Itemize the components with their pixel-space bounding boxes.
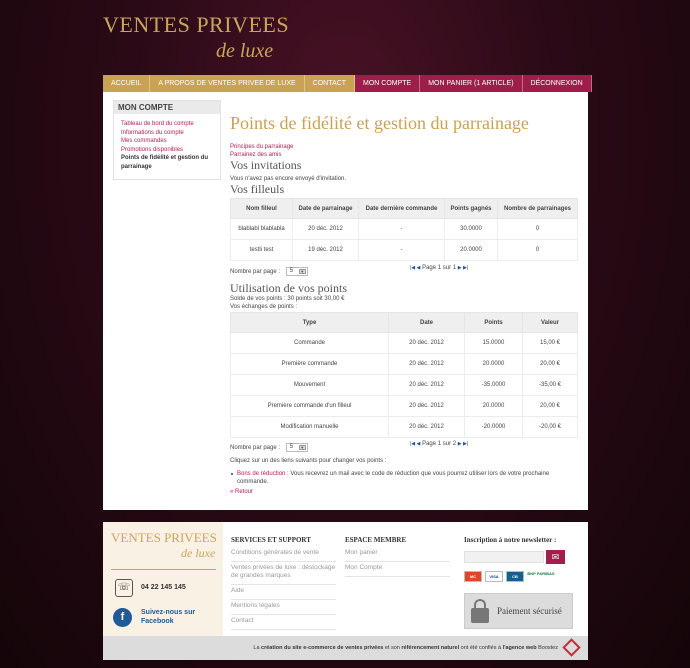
cell: 20 déc. 2012 bbox=[389, 396, 465, 417]
col-header: Nom filleul bbox=[231, 199, 293, 219]
cell: 20 déc. 2012 bbox=[389, 375, 465, 396]
secure-payment-badge bbox=[464, 593, 573, 629]
cell: -20.0000 bbox=[465, 417, 523, 438]
credit-link-creation[interactable]: création du site e-commerce de ventes privées bbox=[261, 645, 384, 651]
nav-deconnexion[interactable]: DÉCONNEXION bbox=[523, 75, 592, 92]
footer-services-title: SERVICES ET SUPPORT bbox=[231, 536, 311, 544]
cell: Modification manuelle bbox=[231, 417, 389, 438]
cell: 0 bbox=[498, 240, 578, 261]
footer-link-panier[interactable]: Mon panier bbox=[345, 547, 450, 562]
filleuls-title: Vos filleuls bbox=[230, 182, 285, 196]
mastercard-icon: MC bbox=[464, 571, 482, 582]
newsletter-label: Inscription à notre newsletter : bbox=[464, 536, 557, 544]
cell: 20.0000 bbox=[445, 240, 498, 261]
visa-icon: VISA bbox=[485, 571, 503, 582]
col-header: Type bbox=[231, 313, 389, 333]
footer-services bbox=[231, 536, 336, 630]
cell: 20.0000 bbox=[465, 354, 523, 375]
cell: - bbox=[359, 240, 445, 261]
cell: Commande bbox=[231, 333, 389, 354]
boostez-logo-icon[interactable] bbox=[562, 638, 580, 656]
footer-link-compte[interactable]: Mon Compte bbox=[345, 562, 450, 577]
nav-accueil[interactable]: ACCUEIL bbox=[103, 75, 150, 92]
chevron-down-icon: ▼ bbox=[300, 269, 305, 274]
nav-mon-compte[interactable]: MON COMPTE bbox=[355, 75, 420, 92]
page-title: Points de fidélité et gestion du parrainage bbox=[230, 113, 529, 133]
cell: 15,00 € bbox=[523, 333, 578, 354]
newsletter-email-input[interactable] bbox=[464, 551, 544, 563]
footer-member-title: ESPACE MEMBRE bbox=[345, 536, 407, 544]
retour-link[interactable]: « Retour bbox=[230, 489, 254, 495]
col-header: Date bbox=[389, 313, 465, 333]
table-row bbox=[231, 396, 578, 417]
footer bbox=[103, 522, 588, 660]
nav-mon-panier[interactable]: MON PANIER (1 ARTICLE) bbox=[420, 75, 522, 92]
per-page-label: Nombre par page : bbox=[230, 445, 281, 452]
cb-icon: CB bbox=[506, 571, 524, 582]
main-panel bbox=[103, 92, 588, 510]
cell: 30.0000 bbox=[445, 219, 498, 240]
footer-member bbox=[345, 536, 450, 577]
page-indicator: Page 1 sur 2 bbox=[422, 441, 457, 447]
cell: 15.0000 bbox=[465, 333, 523, 354]
link-parrainez[interactable]: Parrainez des amis bbox=[230, 152, 282, 158]
phone-icon: ☏ bbox=[115, 579, 133, 597]
nav-contact[interactable]: CONTACT bbox=[305, 75, 355, 92]
footer-link-mentions[interactable]: Mentions légales bbox=[231, 600, 336, 615]
pager-points bbox=[230, 439, 578, 453]
next-page-icon[interactable]: ▶ ▶| bbox=[457, 441, 469, 447]
filleuls-table bbox=[230, 198, 578, 261]
col-header: Points bbox=[465, 313, 523, 333]
table-row bbox=[231, 219, 578, 240]
link-principes[interactable]: Principes du parrainage bbox=[230, 144, 294, 150]
solde-text: Solde de vos points : 30 points soit 30,00 € bbox=[230, 296, 345, 302]
next-page-icon[interactable]: ▶ ▶| bbox=[457, 265, 469, 271]
footer-brand bbox=[103, 522, 223, 636]
cell: testli test bbox=[231, 240, 293, 261]
col-header: Date dernière commande bbox=[359, 199, 445, 219]
bnp-paribas-icon: BNP PARIBAS bbox=[527, 571, 555, 582]
cell: 20 déc. 2012 bbox=[293, 219, 359, 240]
table-row bbox=[231, 375, 578, 396]
cell: blablabl blablabla bbox=[231, 219, 293, 240]
invitations-note: Vous n'avez pas encore envoyé d'invitation. bbox=[230, 176, 347, 182]
secure-payment-text: Paiement sécurisé bbox=[497, 606, 562, 616]
cell: -20,00 € bbox=[523, 417, 578, 438]
footer-logo-title: VENTES PRIVEES bbox=[111, 530, 217, 545]
cell: Mouvement bbox=[231, 375, 389, 396]
prev-page-icon[interactable]: |◀ ◀ bbox=[410, 441, 421, 447]
bon-reduction-text: : Vous recevrez un mail avec le code de réduction que vous pourrez utiliser lors de votre prochaine commande. bbox=[237, 471, 550, 485]
per-page-label: Nombre par page : bbox=[230, 269, 281, 276]
cell: - bbox=[359, 219, 445, 240]
cell: 20.0000 bbox=[465, 396, 523, 417]
sidebar-item-loyalty: Points de fidélité et gestion du parrainage bbox=[121, 155, 209, 170]
facebook-icon[interactable]: f bbox=[113, 608, 132, 627]
sidebar-item-dashboard[interactable]: Tableau de bord du compte bbox=[121, 121, 194, 127]
cell: Première commande bbox=[231, 354, 389, 375]
main-nav bbox=[103, 75, 588, 92]
footer-credits: La création du site e-commerce de ventes privées et son référencement naturel ont été confiés à l'agence web Boostez bbox=[103, 636, 588, 660]
footer-link-contact[interactable]: Contact bbox=[231, 615, 336, 630]
cell: 20 déc. 2012 bbox=[389, 354, 465, 375]
footer-link-cgv[interactable]: Conditions générales de vente bbox=[231, 547, 336, 562]
envelope-icon[interactable]: ✉ bbox=[546, 550, 565, 564]
bon-reduction-item bbox=[230, 470, 578, 486]
col-header: Valeur bbox=[523, 313, 578, 333]
cell: 20 déc. 2012 bbox=[389, 417, 465, 438]
points-table bbox=[230, 312, 578, 438]
account-sidebar bbox=[113, 100, 221, 180]
cell: Première commande d'un filleul bbox=[231, 396, 389, 417]
divider bbox=[111, 569, 216, 570]
footer-link-ventes[interactable]: Ventes privées de luxe : déstockage de grandes marques bbox=[231, 562, 336, 585]
lock-icon bbox=[471, 599, 489, 623]
table-row bbox=[231, 354, 578, 375]
sidebar-item-promotions[interactable]: Promotions disponibles bbox=[121, 146, 184, 153]
table-row bbox=[231, 417, 578, 438]
sidebar-item-info[interactable]: Informations du compte bbox=[121, 129, 184, 136]
cell: 0 bbox=[498, 219, 578, 240]
cell: 20,00 € bbox=[523, 396, 578, 417]
invitations-title: Vos invitations bbox=[230, 158, 302, 172]
footer-logo-subtitle: de luxe bbox=[181, 546, 216, 560]
table-row bbox=[231, 240, 578, 261]
col-header: Nombre de parrainages bbox=[498, 199, 578, 219]
sidebar-title: MON COMPTE bbox=[114, 101, 220, 114]
cell: -35,00 € bbox=[523, 375, 578, 396]
logo-title[interactable]: VENTES PRIVEES bbox=[103, 12, 290, 37]
col-header: Date de parrainage bbox=[293, 199, 359, 219]
nav-a-propos[interactable]: A PROPOS DE VENTES PRIVEE DE LUXE bbox=[150, 75, 304, 92]
logo-subtitle: de luxe bbox=[216, 40, 274, 62]
cell: 20,00 € bbox=[523, 354, 578, 375]
main-content bbox=[230, 112, 578, 495]
cell: 20 déc. 2012 bbox=[389, 333, 465, 354]
table-row bbox=[231, 333, 578, 354]
bon-reduction-link[interactable]: Bons de réduction bbox=[237, 471, 286, 477]
utilisation-title: Utilisation de vos points bbox=[230, 281, 347, 295]
credit-link-referencement[interactable]: référencement naturel bbox=[401, 645, 460, 651]
credit-link-agence[interactable]: l'agence web bbox=[502, 645, 537, 651]
col-header: Points gagnés bbox=[445, 199, 498, 219]
per-page-select[interactable]: 5 ▼ bbox=[286, 267, 308, 276]
footer-link-aide[interactable]: Aide bbox=[231, 585, 336, 600]
prev-page-icon[interactable]: |◀ ◀ bbox=[410, 265, 421, 271]
per-page-select[interactable]: 5 ▼ bbox=[286, 443, 308, 452]
phone-number: 04 22 145 145 bbox=[141, 584, 186, 591]
pager-filleuls bbox=[230, 263, 578, 277]
sidebar-item-orders[interactable]: Mes commandes bbox=[121, 138, 167, 144]
page-indicator: Page 1 sur 1 bbox=[422, 265, 457, 271]
chevron-down-icon: ▼ bbox=[300, 445, 305, 450]
facebook-link[interactable]: Suivez-nous sur Facebook bbox=[141, 609, 196, 625]
echanges-text: Vos échanges de points : bbox=[230, 304, 298, 310]
cell: 19 déc. 2012 bbox=[293, 240, 359, 261]
payment-cards bbox=[464, 571, 555, 582]
cell: -35.0000 bbox=[465, 375, 523, 396]
change-note: Cliquez sur un des liens suivants pour changer vos points : bbox=[230, 458, 387, 464]
